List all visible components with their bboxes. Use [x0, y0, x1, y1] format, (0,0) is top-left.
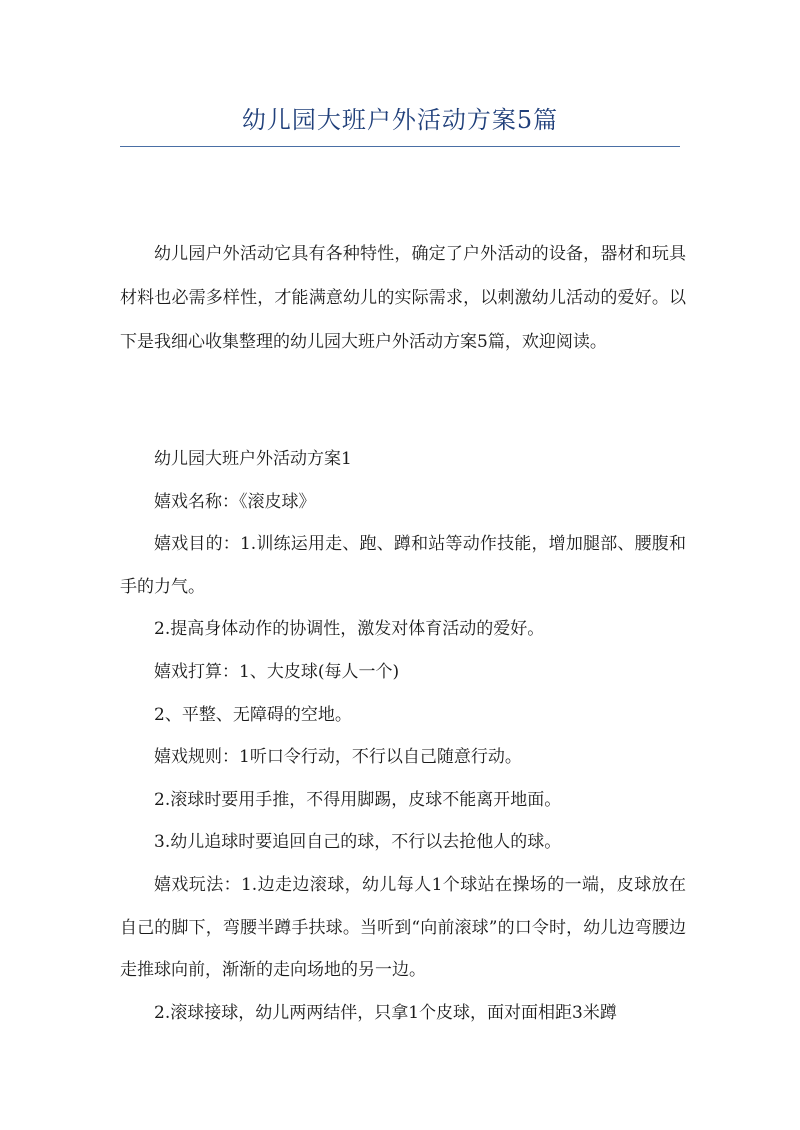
section-heading: 幼儿园大班户外活动方案1: [154, 449, 352, 469]
body-paragraph: 嬉戏规则：1听口令行动，不行以自己随意行动。: [154, 747, 522, 768]
document-body: [120, 438, 686, 1034]
body-paragraph: 嬉戏打算：1、大皮球(每人一个): [154, 661, 400, 682]
body-paragraph: 3.幼儿追球时要追回自己的球，不行以去抢他人的球。: [154, 832, 562, 853]
body-paragraph: 嬉戏名称：《滚皮球》: [154, 491, 316, 512]
body-paragraph: 2.滚球接球，幼儿两两结伴，只拿1个皮球，面对面相距3米蹲: [154, 1002, 617, 1023]
body-paragraph: 2.提高身体动作的协调性，激发对体育活动的爱好。: [154, 619, 545, 640]
body-paragraph: 2、平整、无障碍的空地。: [154, 704, 352, 725]
page-title: 幼儿园大班户外活动方案5篇: [241, 106, 559, 134]
body-paragraph: 嬉戏目的：1.训练运用走、跑、蹲和站等动作技能，增加腿部、腰腹和手的力气。: [120, 534, 686, 597]
intro-paragraph: 幼儿园户外活动它具有各种特性，确定了户外活动的设备，器材和玩具材料也必需多样性，才能满意幼儿的实际需求，以刺激幼儿活动的爱好。以下是我细心收集整理的幼儿园大班户外活动方案5篇，欢迎阅读。: [120, 244, 686, 352]
title-divider: [120, 146, 680, 147]
body-paragraph: 嬉戏玩法：1.边走边滚球，幼儿每人1个球站在操场的一端，皮球放在自己的脚下，弯腰半蹲手扶球。当听到“向前滚球”的口令时，幼儿边弯腰边走推球向前，渐渐的走向场地的另一边。: [120, 874, 686, 981]
body-paragraph: 2.滚球时要用手推，不得用脚踢，皮球不能离开地面。: [154, 789, 562, 810]
